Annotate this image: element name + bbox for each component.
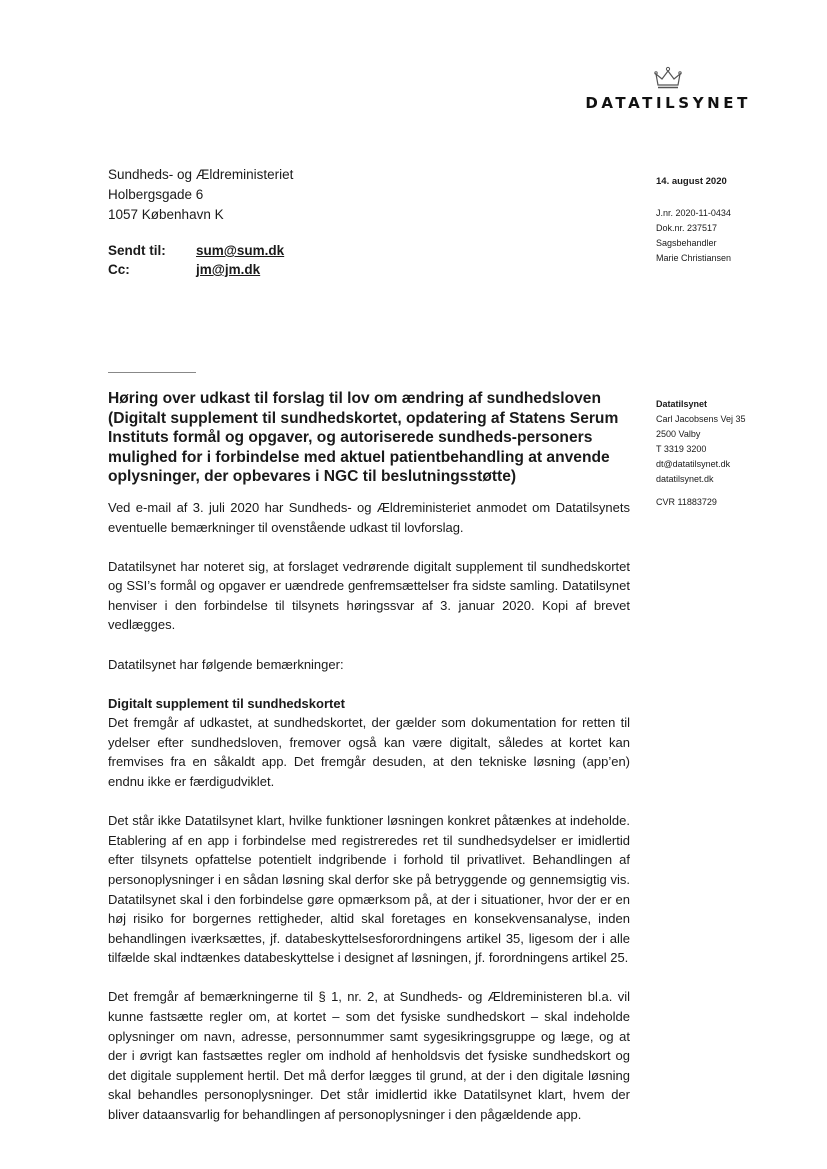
case-references	[656, 206, 731, 266]
sender-email-link[interactable]: dt@datatilsynet.dk	[656, 459, 731, 469]
body-paragraph: Ved e-mail af 3. juli 2020 har Sundheds- og Ældreministeriet anmodet om Datatilsynets eventuelle bemærkninger til ovenstående udkast til lovforslag.	[108, 500, 630, 535]
cc-label: Cc:	[108, 262, 130, 277]
sender-cvr: CVR 11883729	[656, 497, 717, 507]
divider	[108, 372, 196, 373]
letter-body	[108, 498, 630, 1144]
sender-phone: T 3319 3200	[656, 444, 707, 454]
sender-city: 2500 Valby	[656, 429, 701, 439]
sent-to-label: Sendt til:	[108, 243, 166, 258]
document-number: Dok.nr. 237517	[656, 223, 718, 233]
crown-icon	[653, 66, 683, 90]
body-paragraph: Datatilsynet har følgende bemærkninger:	[108, 656, 344, 672]
case-handler-label: Sagsbehandler	[656, 238, 717, 248]
body-paragraph: Det fremgår af bemærkningerne til § 1, nr. 2, at Sundheds- og Ældreministeren bl.a. vil kunne fastsætte regler om, at kortet – som det fysiske sundhedskort – skal indeholde oplysninger om navn, adresse, personnummer samt sygesikringsgruppe og læge, og at der i øvrigt kan fastsættes regler om indhold af henholdsvis det fysiske sundhedskort og det digitale supplement hertil. Det må derfor lægges til grund, at der i den digitale løsning skal behandles personoplysninger. Det står imidlertid ikke Datatilsynet klart, hvem der bliver dataansvarlig for behandlingen af personoplysninger i den pågældende app.	[108, 989, 630, 1122]
section-heading: Digitalt supplement til sundhedskortet	[108, 695, 345, 711]
case-handler-name: Marie Christiansen	[656, 253, 732, 263]
sent-to-block	[108, 241, 284, 279]
sender-website-link[interactable]: datatilsynet.dk	[656, 474, 714, 484]
logo-text: DATATILSYNET	[585, 94, 751, 112]
sender-name: Datatilsynet	[656, 399, 708, 409]
logo	[585, 66, 751, 112]
letter-date: 14. august 2020	[656, 176, 727, 187]
recipient-street: Holbergsgade 6	[108, 187, 204, 202]
journal-number: J.nr. 2020-11-0434	[656, 208, 731, 218]
body-paragraph: Det fremgår af udkastet, at sundhedskortet, der gælder som dokumentation for retten til ydelser efter sundhedsloven, fremover også kan være digitalt, således at kortet kan fremvises fra en såkaldt app. Det fremgår desuden, at den tekniske løsning (app’en) endnu ikke er færdigudviklet.	[108, 715, 630, 790]
recipient-city: 1057 København K	[108, 207, 224, 222]
sent-to-email-link[interactable]: sum@sum.dk	[196, 243, 285, 258]
sender-street: Carl Jacobsens Vej 35	[656, 414, 746, 424]
recipient-address	[108, 165, 293, 225]
recipient-name: Sundheds- og Ældreministeriet	[108, 167, 294, 182]
body-paragraph: Datatilsynet har noteret sig, at forslaget vedrørende digitalt supplement til sundhedskortet og SSI’s formål og opgaver er uændrede genfremsættelser fra sidste samling. Datatilsynet henviser i den forbindelse til tilsynets høringssvar af 3. januar 2020. Kopi af brevet vedlægges.	[108, 558, 630, 633]
body-paragraph: Det står ikke Datatilsynet klart, hvilke funktioner løsningen konkret påtænkes at indeholde. Etablering af en app i forbindelse med registreredes ret til sundhedsydelser er imidlertid efter tilsynets opfattelse potentielt indgribende i forhold til privatlivet. Behandlingen af personoplysninger i en sådan løsning skal derfor ske på betryggende og gennemsigtig vis. Datatilsynet skal i den forbindelse gøre opmærksom på, at der i situationer, hvor der er en høj risiko for borgernes rettigheder, altid skal foretages en konsekvensanalyse, inden behandlingen iværksættes, jf. databeskyttelsesforordningens artikel 35, ligesom der i alle tilfælde skal indtænkes databeskyttelse i designet af løsningen, jf. forordningens artikel 25.	[108, 813, 630, 966]
sender-contact	[656, 397, 746, 510]
cc-email-link[interactable]: jm@jm.dk	[196, 262, 261, 277]
document-title: Høring over udkast til forslag til lov om ændring af sundhedsloven (Digitalt supplement til sundhedskortet, opdatering af Statens Serum Instituts formål og opgaver, og autoriserede sundheds-personers mulighed for i forbindelse med aktuel patientbehandling at anvende oplysninger, der opbevares i NGC til beslutningsstøtte)	[108, 390, 619, 485]
